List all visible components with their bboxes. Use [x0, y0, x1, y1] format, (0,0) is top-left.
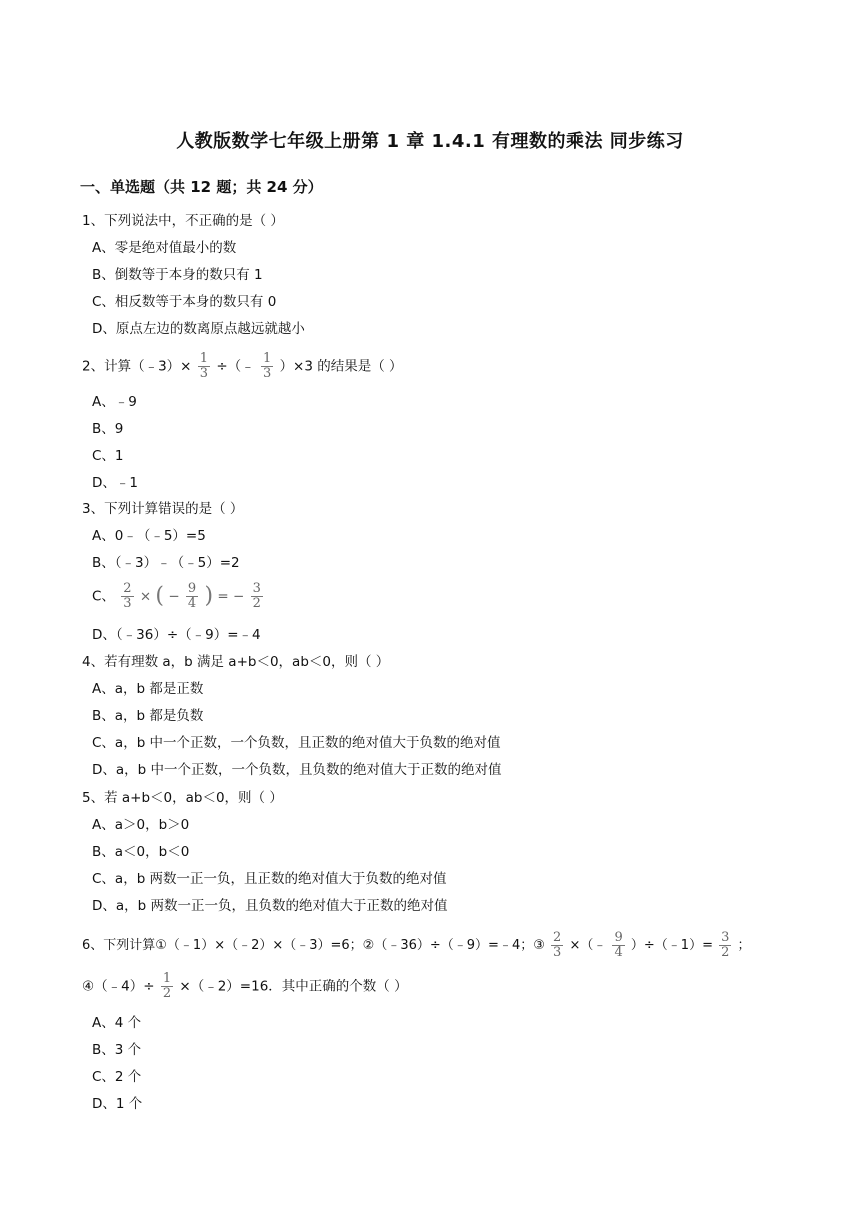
question-4-option-b[interactable]: B、a，b 都是负数	[92, 708, 204, 724]
minus-sign: −	[168, 588, 180, 605]
question-1-option-a[interactable]: A、零是绝对值最小的数	[92, 240, 237, 256]
question-6-option-d[interactable]: D、1 个	[92, 1096, 143, 1112]
denominator: 3	[262, 366, 272, 381]
close-paren: )	[204, 583, 214, 609]
question-6-text-4: ；	[737, 938, 751, 953]
denominator: 3	[123, 596, 132, 611]
numerator: 9	[614, 930, 623, 945]
question-2-text-1: 2、计算（﹣3）×	[82, 358, 192, 375]
fraction-two-thirds	[551, 931, 563, 960]
question-6-text-3: ）÷（﹣1）=	[630, 938, 713, 953]
fraction-nine-fourths	[612, 931, 624, 960]
fraction-one-half	[161, 972, 173, 1001]
question-5-option-b[interactable]: B、a＜0，b＜0	[92, 844, 190, 860]
question-2-option-a[interactable]: A、﹣9	[92, 394, 137, 410]
fraction-two-thirds	[121, 582, 133, 611]
question-5-option-c[interactable]: C、a，b 两数一正一负，且正数的绝对值大于负数的绝对值	[92, 871, 447, 887]
question-6-text-1: 6、下列计算①（﹣1）×（﹣2）×（﹣3）=6；②（﹣36）÷（﹣9）=﹣4；③	[82, 938, 545, 953]
question-3-option-b[interactable]: B、（﹣3）﹣（﹣5）=2	[92, 555, 240, 571]
denominator: 2	[721, 945, 730, 960]
numerator: 9	[187, 581, 197, 596]
section-heading: 一、单选题（共 12 题；共 24 分）	[80, 178, 323, 196]
denominator: 2	[162, 986, 172, 1001]
question-6-option-c[interactable]: C、2 个	[92, 1069, 142, 1085]
question-4-option-a[interactable]: A、a，b 都是正数	[92, 681, 204, 697]
question-1-stem: 1、下列说法中，不正确的是（ ）	[82, 213, 284, 229]
denominator: 2	[252, 596, 261, 611]
numerator: 3	[721, 930, 730, 945]
question-6-text-6: ×（﹣2）=16．其中正确的个数（ ）	[179, 978, 408, 995]
question-6-stem-line-2	[82, 972, 408, 1001]
denominator: 4	[614, 945, 623, 960]
question-5-stem: 5、若 a+b＜0，ab＜0，则（ ）	[82, 790, 283, 806]
fraction-nine-fourths	[186, 582, 198, 611]
question-1-option-b[interactable]: B、倒数等于本身的数只有 1	[92, 267, 263, 283]
denominator: 3	[199, 366, 209, 381]
question-2-option-d[interactable]: D、﹣1	[92, 475, 138, 491]
option-label: C、	[92, 588, 115, 605]
question-3-option-a[interactable]: A、0﹣（﹣5）=5	[92, 528, 206, 544]
numerator: 1	[162, 971, 172, 986]
question-6-stem-line-1	[82, 931, 751, 960]
times-sign: ×	[139, 588, 152, 605]
numerator: 2	[123, 581, 132, 596]
question-2-option-c[interactable]: C、1	[92, 448, 124, 464]
numerator: 2	[553, 930, 562, 945]
question-5-option-d[interactable]: D、a，b 两数一正一负，且负数的绝对值大于正数的绝对值	[92, 898, 448, 914]
open-paren: (	[155, 583, 165, 609]
fraction-three-halves	[251, 582, 263, 611]
question-4-stem: 4、若有理数 a，b 满足 a+b＜0，ab＜0，则（ ）	[82, 654, 390, 670]
question-4-option-d[interactable]: D、a，b 中一个正数，一个负数，且负数的绝对值大于正数的绝对值	[92, 762, 502, 778]
denominator: 3	[553, 945, 562, 960]
numerator: 1	[262, 351, 272, 366]
question-5-option-a[interactable]: A、a＞0，b＞0	[92, 817, 190, 833]
question-3-option-d[interactable]: D、（﹣36）÷（﹣9）=﹣4	[92, 627, 261, 643]
question-6-text-5: ④（﹣4）÷	[82, 978, 155, 995]
numerator: 3	[252, 581, 261, 596]
question-1-option-c[interactable]: C、相反数等于本身的数只有 0	[92, 294, 277, 310]
question-6-text-2: ×（﹣	[569, 938, 607, 953]
question-1-option-d[interactable]: D、原点左边的数离原点越远就越小	[92, 321, 305, 337]
numerator: 1	[199, 351, 209, 366]
question-3-option-c[interactable]	[92, 582, 265, 611]
question-2-text-2: ÷（﹣	[216, 358, 255, 375]
question-2-text-3: ）×3 的结果是（ ）	[279, 358, 403, 375]
fraction-one-third	[261, 352, 273, 381]
question-2-option-b[interactable]: B、9	[92, 421, 124, 437]
question-4-option-c[interactable]: C、a，b 中一个正数，一个负数，且正数的绝对值大于负数的绝对值	[92, 735, 501, 751]
denominator: 4	[187, 596, 197, 611]
fraction-three-halves	[719, 931, 731, 960]
question-2-stem	[82, 352, 403, 381]
fraction-one-third	[198, 352, 210, 381]
question-6-option-a[interactable]: A、4 个	[92, 1015, 142, 1031]
question-6-option-b[interactable]: B、3 个	[92, 1042, 142, 1058]
equals-minus: = −	[217, 588, 245, 605]
page-title: 人教版数学七年级上册第 1 章 1.4.1 有理数的乘法 同步练习	[176, 131, 684, 152]
question-3-stem: 3、下列计算错误的是（ ）	[82, 501, 244, 517]
